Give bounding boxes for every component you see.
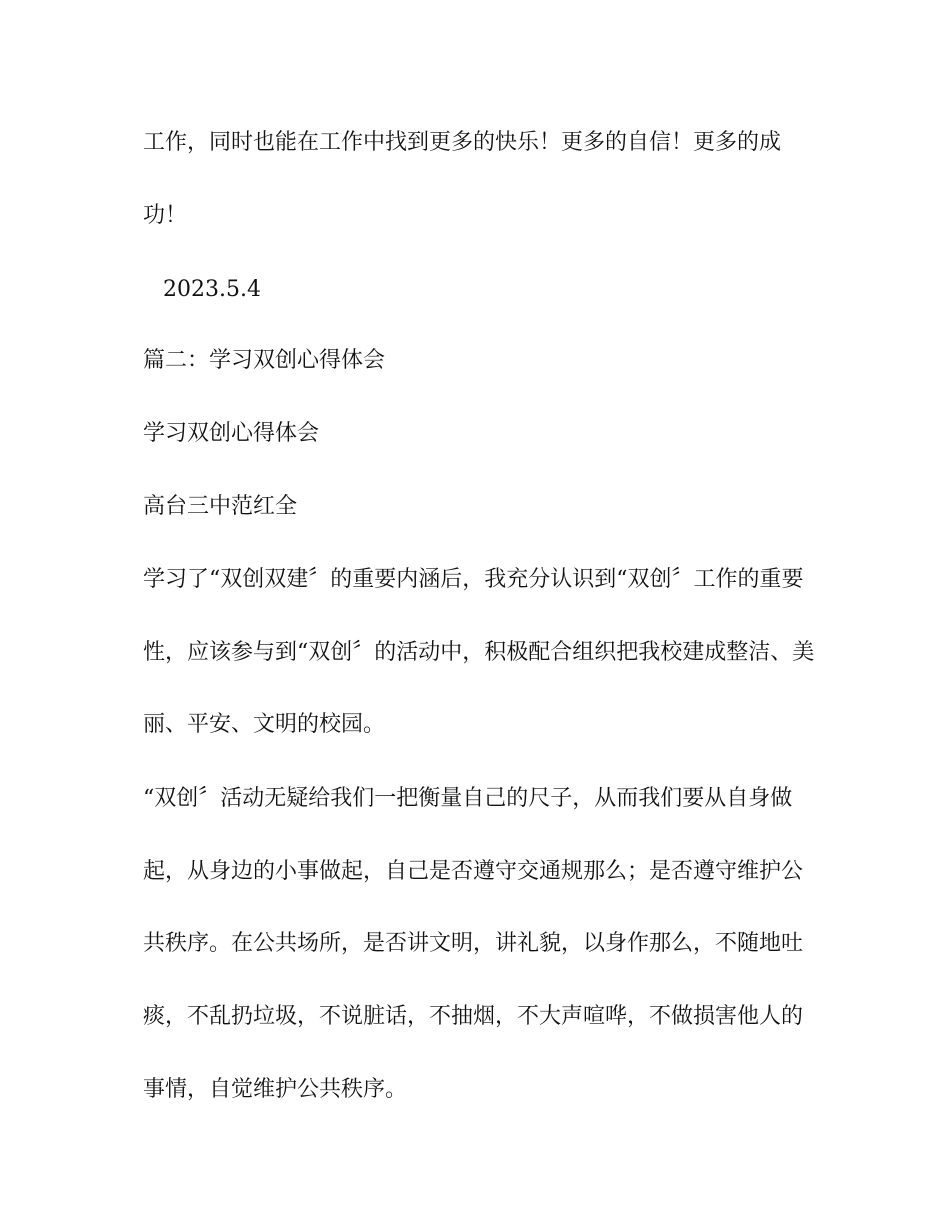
paragraph-line: 起，从身边的小事做起，自己是否遵守交通规那么；是否遵守维护公 [143,859,804,884]
paragraph-line: 性，应该参与到“双创〞的活动中，积极配合组织把我校建成整洁、美 [143,640,815,665]
paragraph-line: 工作，同时也能在工作中找到更多的快乐！更多的自信！更多的成 [143,130,782,155]
paragraph-line: 痰，不乱扔垃圾，不说脏话，不抽烟，不大声喧哗，不做损害他人的 [143,1004,804,1029]
author-line: 高台三中范红全 [143,494,298,519]
paragraph-line: 功！ [143,203,188,228]
document-title: 学习双创心得体会 [143,421,320,446]
section-heading: 篇二：学习双创心得体会 [143,348,386,373]
paragraph-line: 丽、平安、文明的校园。 [143,712,386,737]
paragraph-line: 共秩序。在公共场所，是否讲文明，讲礼貌，以身作那么，不随地吐 [143,931,804,956]
paragraph-line: 事情，自觉维护公共秩序。 [143,1077,408,1102]
paragraph-line: 学习了“双创双建〞的重要内涵后，我充分认识到“双创〞工作的重要 [143,567,804,592]
date-line: 2023.5.4 [163,277,261,302]
paragraph-line: “双创〞活动无疑给我们一把衡量自己的尺子，从而我们要从自身做 [143,786,793,811]
